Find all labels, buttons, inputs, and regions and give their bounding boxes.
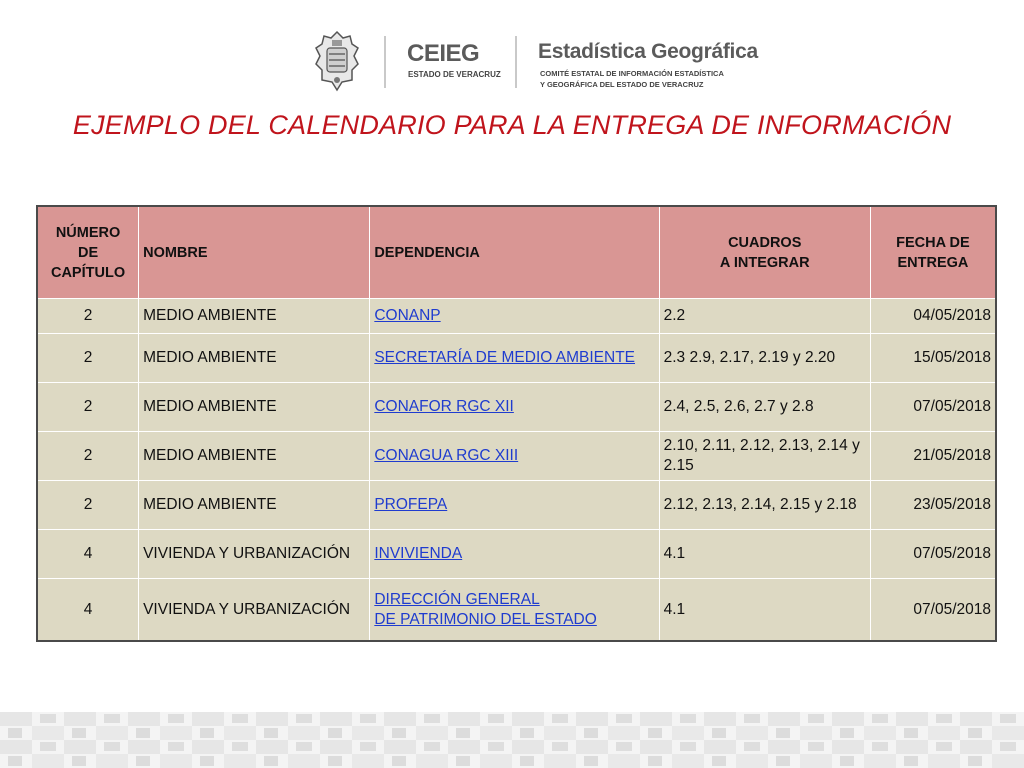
cell-nombre: MEDIO AMBIENTE bbox=[139, 432, 370, 481]
cell-dependencia bbox=[370, 481, 659, 530]
cell-dependencia bbox=[370, 432, 659, 481]
cell-numero: 2 bbox=[37, 432, 139, 481]
page-title: EJEMPLO DEL CALENDARIO PARA LA ENTREGA DE INFORMACIÓN bbox=[72, 110, 952, 140]
dependencia-link[interactable]: DIRECCIÓN GENERAL DE PATRIMONIO DEL ESTADO bbox=[374, 590, 597, 628]
dependencia-link[interactable]: INVIVIENDA bbox=[374, 545, 463, 562]
dependencia-link[interactable]: CONANP bbox=[374, 307, 441, 324]
page-header bbox=[0, 28, 1024, 98]
eg-logo-subtitle-line2: Y GEOGRÁFICA DEL ESTADO DE VERACRUZ bbox=[540, 80, 704, 89]
cell-fecha: 07/05/2018 bbox=[870, 579, 996, 642]
table-row bbox=[37, 383, 996, 432]
table-row bbox=[37, 530, 996, 579]
ceieg-logo-title: CEIEG bbox=[407, 40, 480, 67]
table-row bbox=[37, 481, 996, 530]
table-row bbox=[37, 299, 996, 334]
cell-nombre: MEDIO AMBIENTE bbox=[139, 334, 370, 383]
cell-numero: 2 bbox=[37, 334, 139, 383]
eg-logo-title: Estadística Geográfica bbox=[538, 40, 758, 63]
cell-numero: 2 bbox=[37, 383, 139, 432]
table-header-row bbox=[37, 206, 996, 299]
header-dependencia: DEPENDENCIA bbox=[370, 206, 659, 299]
delivery-calendar-table bbox=[36, 205, 997, 642]
cell-dependencia bbox=[370, 579, 659, 642]
cell-cuadros: 2.2 bbox=[659, 299, 870, 334]
dependencia-link[interactable]: CONAGUA RGC XIII bbox=[374, 447, 519, 464]
ceieg-logo-subtitle: ESTADO DE VERACRUZ bbox=[408, 70, 501, 79]
cell-fecha: 21/05/2018 bbox=[870, 432, 996, 481]
header-fecha-entrega: FECHA DE ENTREGA bbox=[870, 206, 996, 299]
cell-fecha: 07/05/2018 bbox=[870, 530, 996, 579]
cell-fecha: 23/05/2018 bbox=[870, 481, 996, 530]
dependencia-link[interactable]: PROFEPA bbox=[374, 496, 448, 513]
cell-numero: 4 bbox=[37, 579, 139, 642]
header-nombre: NOMBRE bbox=[139, 206, 370, 299]
table-row bbox=[37, 432, 996, 481]
cell-dependencia bbox=[370, 383, 659, 432]
cell-cuadros: 2.3 2.9, 2.17, 2.19 y 2.20 bbox=[659, 334, 870, 383]
cell-nombre: VIVIENDA Y URBANIZACIÓN bbox=[139, 530, 370, 579]
cell-fecha: 04/05/2018 bbox=[870, 299, 996, 334]
cell-nombre: MEDIO AMBIENTE bbox=[139, 299, 370, 334]
cell-numero: 2 bbox=[37, 481, 139, 530]
cell-cuadros: 4.1 bbox=[659, 530, 870, 579]
coat-of-arms-icon bbox=[312, 30, 362, 92]
header-divider bbox=[515, 36, 517, 88]
cell-cuadros: 2.4, 2.5, 2.6, 2.7 y 2.8 bbox=[659, 383, 870, 432]
table-row bbox=[37, 579, 996, 642]
cell-numero: 2 bbox=[37, 299, 139, 334]
cell-nombre: MEDIO AMBIENTE bbox=[139, 383, 370, 432]
cell-cuadros: 4.1 bbox=[659, 579, 870, 642]
table-row bbox=[37, 334, 996, 383]
cell-dependencia bbox=[370, 334, 659, 383]
dependencia-link[interactable]: CONAFOR RGC XII bbox=[374, 398, 514, 415]
dependencia-link[interactable]: SECRETARÍA DE MEDIO AMBIENTE bbox=[374, 349, 636, 366]
header-numero-capitulo: NÚMERO DE CAPÍTULO bbox=[37, 206, 139, 299]
cell-cuadros: 2.12, 2.13, 2.14, 2.15 y 2.18 bbox=[659, 481, 870, 530]
cell-nombre: VIVIENDA Y URBANIZACIÓN bbox=[139, 579, 370, 642]
eg-logo-subtitle-line1: COMITÉ ESTATAL DE INFORMACIÓN ESTADÍSTICA bbox=[540, 69, 724, 78]
cell-fecha: 07/05/2018 bbox=[870, 383, 996, 432]
cell-dependencia bbox=[370, 530, 659, 579]
cell-dependencia bbox=[370, 299, 659, 334]
header-cuadros: CUADROS A INTEGRAR bbox=[659, 206, 870, 299]
footer-pattern bbox=[0, 712, 1024, 768]
cell-nombre: MEDIO AMBIENTE bbox=[139, 481, 370, 530]
cell-fecha: 15/05/2018 bbox=[870, 334, 996, 383]
cell-numero: 4 bbox=[37, 530, 139, 579]
cell-cuadros: 2.10, 2.11, 2.12, 2.13, 2.14 y 2.15 bbox=[659, 432, 870, 481]
header-divider bbox=[384, 36, 386, 88]
